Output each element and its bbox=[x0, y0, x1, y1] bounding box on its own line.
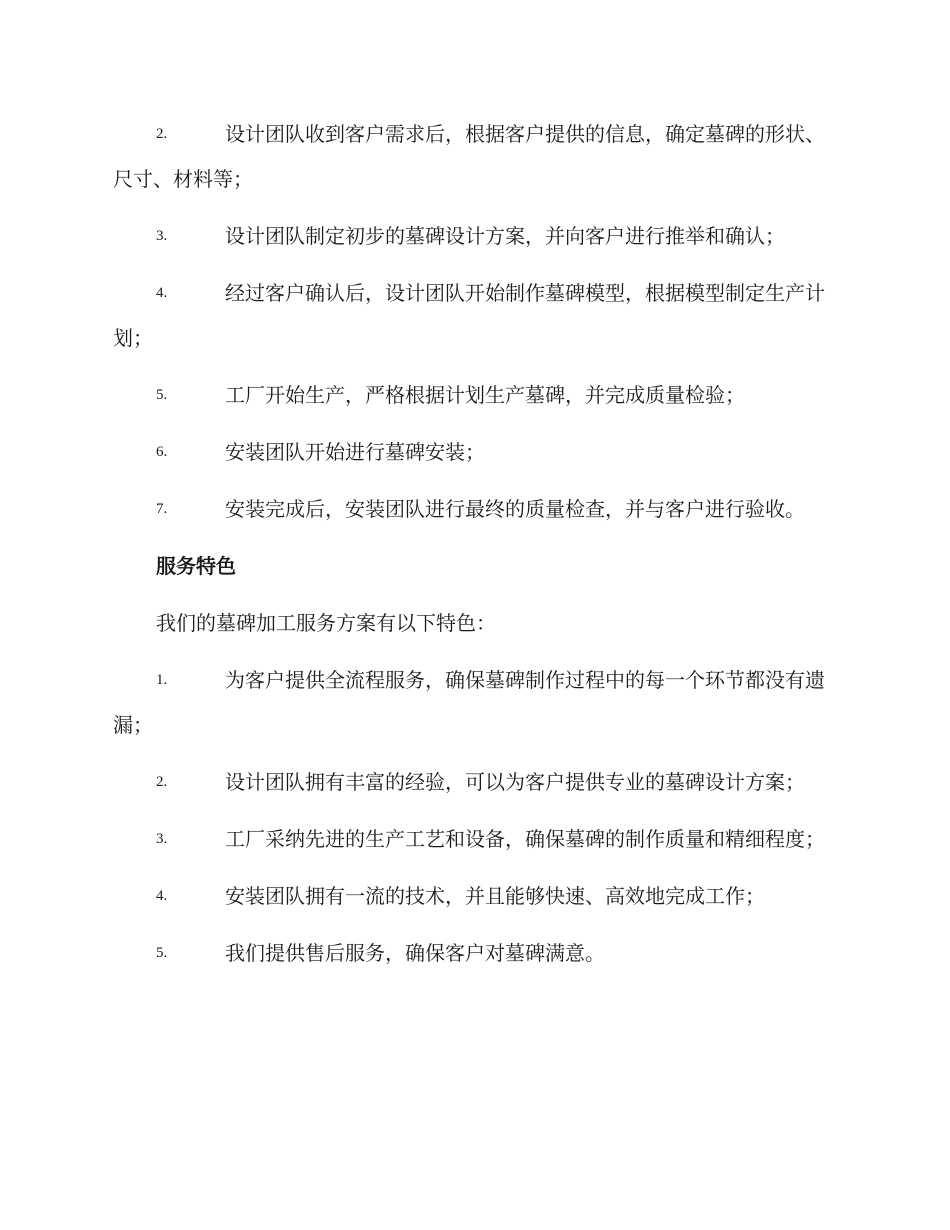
list-text: 安装完成后，安装团队进行最终的质量检查，并与客户进行验收。 bbox=[225, 497, 805, 521]
list-item bbox=[113, 931, 835, 976]
list-number: 2. bbox=[156, 126, 168, 142]
list-number: 5. bbox=[156, 387, 168, 403]
list-number: 6. bbox=[156, 444, 168, 460]
list-number: 3. bbox=[156, 228, 168, 244]
list-item bbox=[113, 817, 835, 862]
list-text: 设计团队制定初步的墓碑设计方案，并向客户进行推举和确认； bbox=[225, 224, 785, 248]
list-text: 设计团队收到客户需求后，根据客户提供的信息，确定墓碑的形状、尺寸、材料等； bbox=[113, 122, 825, 191]
list-text: 为客户提供全流程服务，确保墓碑制作过程中的每一个环节都没有遗漏； bbox=[113, 668, 825, 737]
list-item bbox=[113, 112, 835, 202]
list-text: 安装团队开始进行墓碑安装； bbox=[225, 440, 485, 464]
list-number: 2. bbox=[156, 774, 168, 790]
list-number: 1. bbox=[156, 672, 168, 688]
section-intro: 我们的墓碑加工服务方案有以下特色： bbox=[156, 611, 496, 635]
list-item bbox=[113, 430, 835, 475]
list-text: 设计团队拥有丰富的经验，可以为客户提供专业的墓碑设计方案； bbox=[225, 770, 805, 794]
list-text: 安装团队拥有一流的技术，并且能够快速、高效地完成工作； bbox=[225, 884, 765, 908]
list-item bbox=[113, 874, 835, 919]
list-item bbox=[113, 271, 835, 361]
list-text: 我们提供售后服务，确保客户对墓碑满意。 bbox=[225, 941, 605, 965]
list-text: 工厂开始生产，严格根据计划生产墓碑，并完成质量检验； bbox=[225, 383, 745, 407]
list-text: 工厂采纳先进的生产工艺和设备，确保墓碑的制作质量和精细程度； bbox=[225, 827, 825, 851]
list-number: 7. bbox=[156, 501, 168, 517]
list-number: 3. bbox=[156, 831, 168, 847]
list-item bbox=[113, 760, 835, 805]
list-item bbox=[113, 373, 835, 418]
document-body bbox=[113, 112, 835, 988]
list-item bbox=[113, 214, 835, 259]
list-item bbox=[113, 658, 835, 748]
list-number: 4. bbox=[156, 888, 168, 904]
list-number: 4. bbox=[156, 285, 168, 301]
list-number: 5. bbox=[156, 945, 168, 961]
section-heading: 服务特色 bbox=[156, 554, 236, 578]
list-item bbox=[113, 487, 835, 532]
list-text: 经过客户确认后，设计团队开始制作墓碑模型，根据模型制定生产计划； bbox=[113, 281, 825, 350]
